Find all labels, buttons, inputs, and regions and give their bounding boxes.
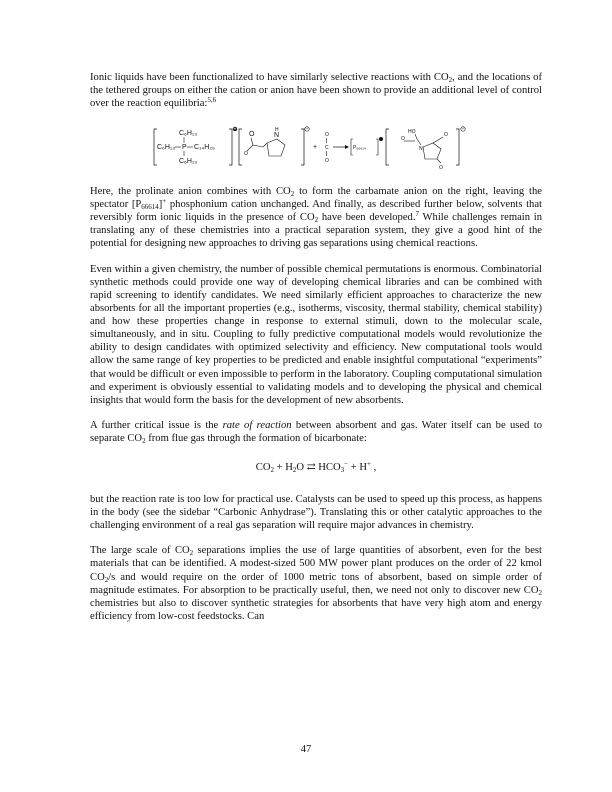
citation-superscript: 7	[415, 209, 420, 218]
paragraph-combinatorial: Even within a given chemistry, the number of possible chemical permutations is enormous. Combinatorial synthetic methods could provide one way of developing chemical libraries and can be combined with rapid screening to identify candidates. We need similarly efficient approaches to characterize the new absorbents for all the important properties (e.g., isotherms, viscosity, thermal stability, chemical stability) and how these properties change in response to external stimuli, down to the molecular scale, simultaneously, and in situ. Coupling to fully predictive computational models would revolutionize the ability to design candidates with optimized selectivity and efficiency. New computational tools would allow the same range of key properties to be predicted and enable insightful computational “experiments” that would be difficult or even impossible to perform in the laboratory. Coupling computational simulation and experiment is obviously essential to validating models and to developing the physical and chemical insights that would form the basis for the development of new absorbents.	[90, 263, 542, 406]
subscript: 2	[270, 466, 274, 475]
chain-label: C₁₄H₂₉	[194, 143, 215, 151]
text: chemistries but also to discover synthetic strategies for absorbents that have very high atom and energy efficiency from low-cost feedstocks. Can	[90, 597, 542, 622]
reaction-arrow	[345, 145, 349, 149]
chemical-reaction-figure	[153, 123, 479, 171]
page-number: 47	[300, 744, 312, 755]
text: Ionic liquids have been functionalized to have similarly selective reactions with CO	[90, 72, 449, 83]
subscript: 2	[314, 215, 319, 224]
co2-oxygen: O	[325, 157, 329, 164]
oxygen-atom: O	[439, 164, 443, 171]
co2-oxygen: O	[325, 131, 329, 138]
paragraph-prolinate	[90, 185, 542, 250]
nitrogen-atom: N	[274, 131, 280, 139]
text: phosphonium cation unchanged. And finally, as described further below, solvents that reversibly form ionic liquids in the presence of CO	[90, 198, 542, 223]
text: A further critical issue is the	[90, 420, 223, 432]
subscript: 3	[340, 466, 345, 475]
oxygen-atom: O	[444, 131, 448, 138]
text: between absorbent and gas. Water itself can be used to separate CO	[90, 420, 543, 445]
text: The large scale of CO	[90, 545, 190, 557]
subscript: 2	[189, 549, 194, 558]
emphasis: rate of reaction	[222, 420, 292, 432]
subscript: 2	[290, 189, 295, 198]
text: Here, the prolinate anion combines with CO	[90, 185, 291, 197]
minus-charge: −	[305, 126, 309, 133]
charge-dot	[379, 137, 383, 141]
superscript: +	[162, 196, 167, 205]
text: ,	[370, 462, 377, 474]
subscript: 2	[538, 588, 542, 597]
text: + H	[348, 462, 367, 474]
text: While challenges remain in translating any of these chemistries into a practical separation system, they give a good hint of the potential for designing new approaches to driving gas separations using chemical reactions.	[90, 211, 543, 250]
text: ]	[158, 198, 163, 210]
text: , and the locations of the tethered groups on either the cation or anion have been shown to provide an additional level of control over the reaction equilibria:	[90, 72, 542, 110]
bicarbonate-equation	[90, 461, 542, 474]
subscript: 2	[104, 575, 109, 584]
text: O ⇄ HCO	[296, 462, 341, 474]
chain-label: C₆H₁₃	[157, 143, 176, 151]
citation-superscript: 5,6	[207, 96, 217, 105]
text: separations implies the use of large quantities of absorbent, even for the best materials that can be identified. A modest-sized 500 MW power plant produces on the order of 22 kmol CO	[90, 545, 542, 583]
subscript: 2	[448, 76, 453, 84]
co2-carbon: C	[325, 144, 329, 151]
text: to form the carbamate anion on the right, leaving the spectator [P	[90, 185, 542, 210]
text: CO	[255, 462, 271, 474]
minus-charge: −	[461, 126, 465, 133]
subscript: 66614	[141, 202, 159, 211]
chain-label: C₆H₁₃	[179, 129, 198, 137]
plus-sign: +	[313, 143, 318, 151]
superscript: −	[344, 460, 349, 469]
paragraph-ionic-liquids	[90, 71, 542, 110]
paragraph-catalysts: but the reaction rate is too low for practical use. Catalysts can be used to speed up this process, as happens in the body (see the sidebar “Carbonic Anhydrase”). Translating this or other catalytic approaches to the challenging environment of a real gas separation will require major advances in chemistry.	[90, 493, 542, 531]
subscript: 2	[292, 466, 297, 475]
oxygen-atom: O	[401, 135, 405, 142]
document-body	[90, 71, 542, 635]
chain-label: C₆H₁₃	[179, 157, 198, 165]
superscript: +	[366, 460, 371, 469]
nitrogen-atom: N	[419, 145, 423, 152]
paragraph-rate-of-reaction	[90, 419, 542, 445]
subscript: 2	[142, 437, 146, 446]
text: + H	[273, 462, 293, 474]
oxygen-atom: O	[244, 150, 248, 157]
phosphonium-label: P₆₆₆₁₄	[353, 144, 367, 151]
text: /s and would require on the order of 1000 metric tons of absorbent, based on simple order of magnitude estimates. For absorption to be practically useful, then, we need not only to discover new CO	[90, 571, 542, 596]
hydroxyl-label: HO	[408, 128, 416, 135]
phosphorus-atom: P	[182, 143, 187, 151]
text: have been developed.	[318, 211, 416, 223]
plus-charge: +	[233, 126, 237, 133]
text: from flue gas through the formation of bicarbonate:	[145, 433, 367, 445]
oxygen-atom: O	[249, 130, 255, 138]
hydrogen-atom: H	[275, 126, 279, 133]
paragraph-large-scale	[90, 544, 542, 623]
